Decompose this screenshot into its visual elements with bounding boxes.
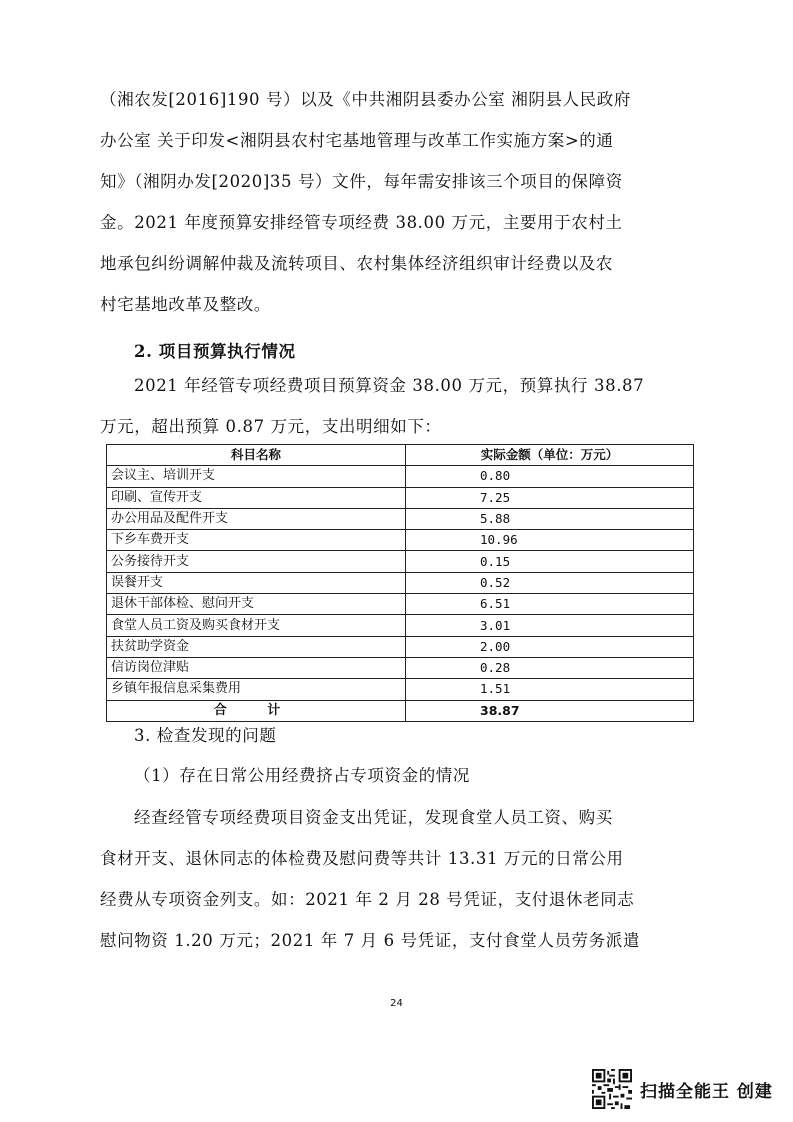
column-header-amount: 实际金额（单位：万元） xyxy=(406,445,694,466)
row-subject: 印刷、宣传开支 xyxy=(107,487,406,508)
intro-line: 金。2021 年度预算安排经管专项经费 38.00 万元，主要用于农村土 xyxy=(100,213,623,232)
table-row xyxy=(107,594,694,615)
table-row xyxy=(107,657,694,678)
column-header-subject: 科目名称 xyxy=(107,445,406,466)
row-amount: 0.52 xyxy=(406,572,694,593)
row-amount: 7.25 xyxy=(406,487,694,508)
row-subject: 公务接待开支 xyxy=(107,551,406,572)
qr-code-icon xyxy=(592,1069,632,1109)
intro-line: 知》（湘阴办发[2020]35 号）文件，每年需安排该三个项目的保障资 xyxy=(100,172,623,191)
table-row xyxy=(107,487,694,508)
section2-heading: 2. 项目预算执行情况 xyxy=(134,342,296,361)
section3-line: 经费从专项资金列支。如：2021 年 2 月 28 号凭证，支付退休老同志 xyxy=(100,890,635,909)
row-subject: 扶贫助学资金 xyxy=(107,636,406,657)
intro-paragraph xyxy=(100,79,700,325)
table-row xyxy=(107,615,694,636)
row-subject: 乡镇年报信息采集费用 xyxy=(107,679,406,700)
table-row xyxy=(107,530,694,551)
page-number: 24 xyxy=(390,998,403,1009)
row-subject: 退休干部体检、慰问开支 xyxy=(107,594,406,615)
table-row xyxy=(107,572,694,593)
section3-line: 食材开支、退休同志的体检费及慰问费等共计 13.31 万元的日常公用 xyxy=(100,849,624,868)
intro-line: 村宅基地改革及整改。 xyxy=(100,295,271,314)
scanner-watermark xyxy=(592,1068,773,1110)
table-row xyxy=(107,508,694,529)
table-total-row xyxy=(107,700,694,721)
row-amount: 5.88 xyxy=(406,508,694,529)
total-label: 合 计 xyxy=(107,700,406,721)
table-row xyxy=(107,551,694,572)
row-subject: 信访岗位津贴 xyxy=(107,657,406,678)
row-subject: 误餐开支 xyxy=(107,572,406,593)
intro-line: （湘农发[2016]190 号）以及《中共湘阴县委办公室 湘阴县人民政府 xyxy=(100,90,631,109)
table-row xyxy=(107,679,694,700)
section2-line: 2021 年经管专项经费项目预算资金 38.00 万元，预算执行 38.87 xyxy=(134,376,645,395)
section3-line: 慰问物资 1.20 万元；2021 年 7 月 6 号凭证，支付食堂人员劳务派遣 xyxy=(100,931,640,950)
section3-line: 经查经管专项经费项目资金支出凭证，发现食堂人员工资、购买 xyxy=(134,808,613,827)
row-amount: 0.15 xyxy=(406,551,694,572)
section3-heading: 3. 检查发现的问题 xyxy=(134,726,277,745)
row-subject: 办公用品及配件开支 xyxy=(107,508,406,529)
row-subject: 下乡车费开支 xyxy=(107,530,406,551)
section3-subheading: （1）存在日常公用经费挤占专项资金的情况 xyxy=(134,766,470,785)
row-subject: 会议主、培训开支 xyxy=(107,466,406,487)
section3-paragraph xyxy=(100,797,700,961)
table-row xyxy=(107,636,694,657)
intro-line: 办公室 关于印发<湘阴县农村宅基地管理与改革工作实施方案>的通 xyxy=(100,131,614,150)
watermark-text: 扫描全能王 创建 xyxy=(640,1081,773,1102)
table-row xyxy=(107,466,694,487)
row-amount: 1.51 xyxy=(406,679,694,700)
row-amount: 6.51 xyxy=(406,594,694,615)
row-subject: 食堂人员工资及购买食材开支 xyxy=(107,615,406,636)
section2-paragraph xyxy=(100,365,700,447)
row-amount: 0.80 xyxy=(406,466,694,487)
row-amount: 3.01 xyxy=(406,615,694,636)
table-header-row xyxy=(107,445,694,466)
expense-table xyxy=(106,444,694,722)
row-amount: 2.00 xyxy=(406,636,694,657)
total-amount: 38.87 xyxy=(406,700,694,721)
row-amount: 0.28 xyxy=(406,657,694,678)
row-amount: 10.96 xyxy=(406,530,694,551)
section2-line: 万元，超出预算 0.87 万元，支出明细如下： xyxy=(100,417,442,436)
intro-line: 地承包纠纷调解仲裁及流转项目、农村集体经济组织审计经费以及农 xyxy=(100,254,613,273)
